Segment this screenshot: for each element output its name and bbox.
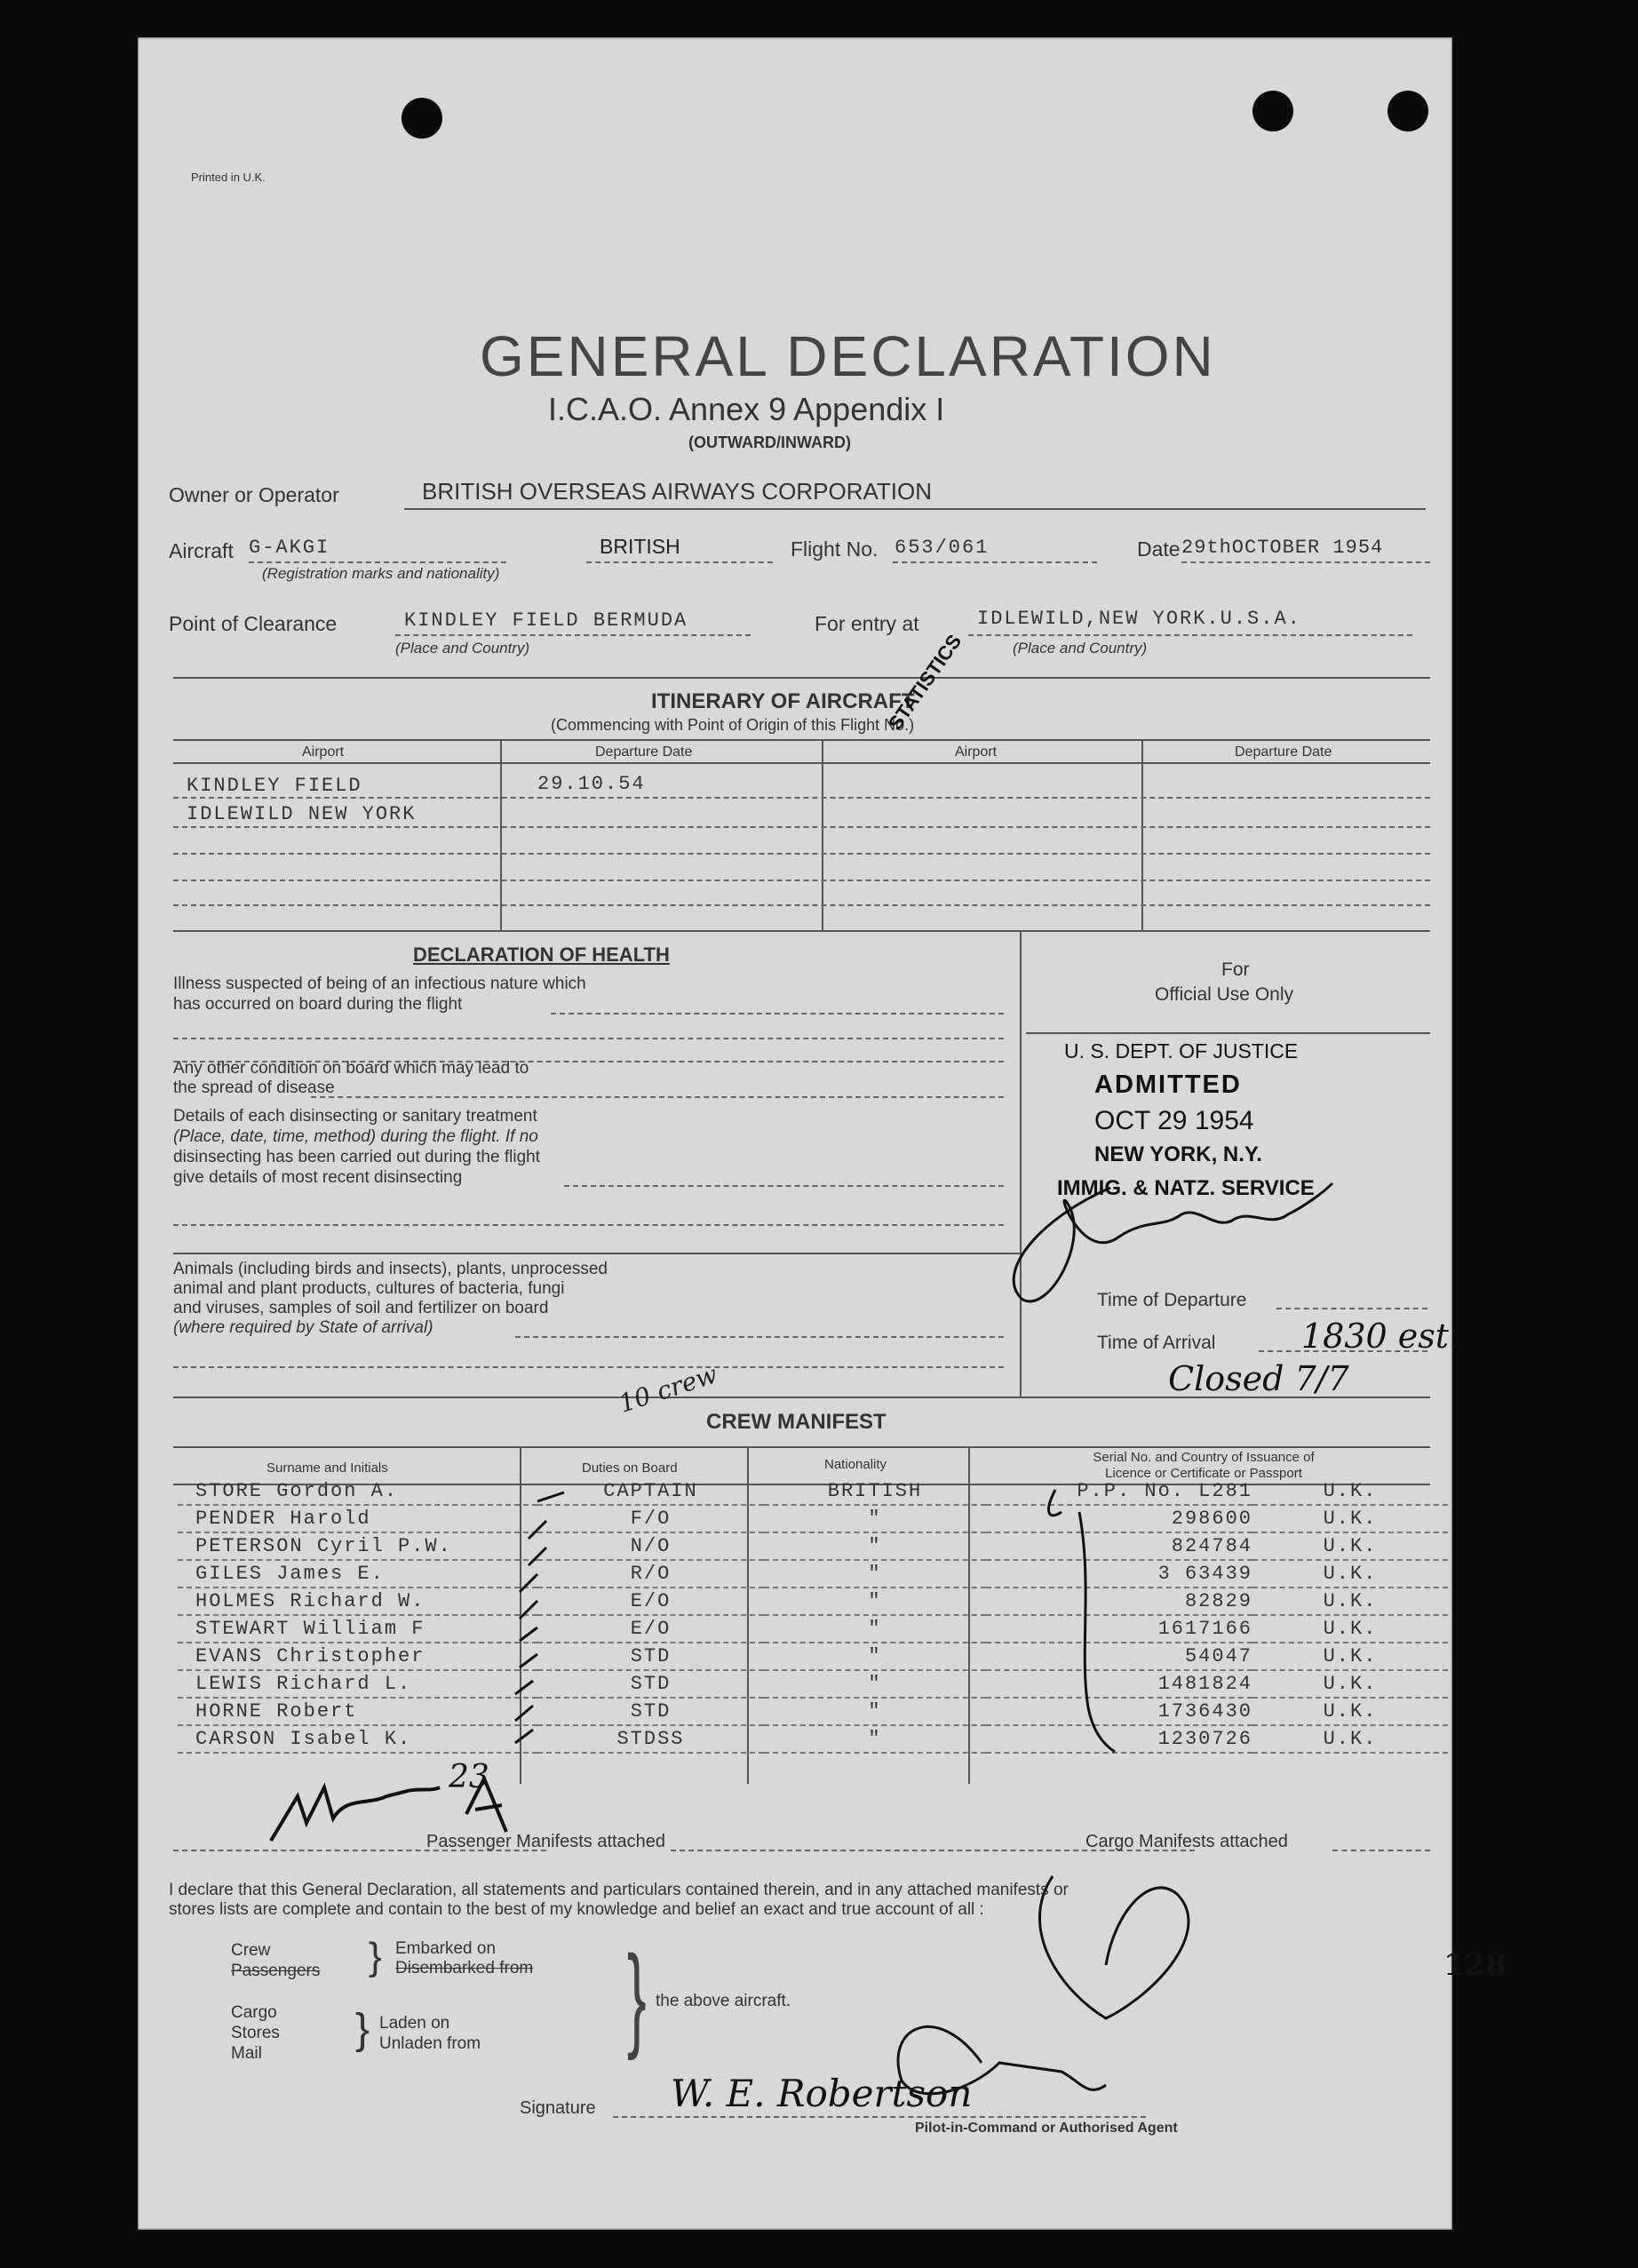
declaration-unladen-label: Unladen from xyxy=(379,2034,481,2053)
declaration-passengers-label: Passengers xyxy=(231,1962,321,1980)
cargo-manifest-label: Cargo Manifests attached xyxy=(1085,1832,1288,1851)
flight-number: 653/061 xyxy=(895,537,990,559)
aircraft-nationality: BRITISH xyxy=(600,535,680,558)
crew-duty: STD xyxy=(537,1698,764,1725)
declaration-stores-label: Stores xyxy=(231,2024,280,2042)
statistics-stamp: STATISTICS xyxy=(884,630,966,735)
arrival-time-label: Time of Arrival xyxy=(1097,1333,1216,1353)
crew-serial: 1481824 xyxy=(986,1670,1252,1698)
immigration-stamp-admitted: ADMITTED xyxy=(1094,1070,1242,1099)
crew-nationality: " xyxy=(764,1725,986,1753)
signature-label: Signature xyxy=(520,2098,596,2118)
crew-country: U.K. xyxy=(1252,1670,1448,1698)
health-q1-line2: has occurred on board during the flight xyxy=(173,995,463,1014)
health-q4-line4: (where required by State of arrival) xyxy=(173,1318,433,1337)
itinerary-header-airport-2: Airport xyxy=(955,744,998,760)
health-q3-line2: (Place, date, time, method) during the flight. If no xyxy=(173,1127,538,1146)
declaration-laden-label: Laden on xyxy=(379,2014,450,2033)
crew-name: GILES James E. xyxy=(178,1560,537,1588)
punch-hole xyxy=(1388,91,1428,131)
flight-label: Flight No. xyxy=(791,537,879,561)
signature-value: W. E. Robertson xyxy=(671,2072,973,2115)
crew-nationality: " xyxy=(764,1505,986,1532)
crew-nationality: " xyxy=(764,1698,986,1725)
crew-serial: 54047 xyxy=(986,1643,1252,1670)
crew-duty: STD xyxy=(537,1643,764,1670)
closed-note: Closed 7/7 xyxy=(1168,1359,1349,1398)
crew-nationality: BRITISH xyxy=(764,1478,986,1505)
crew-serial: 1617166 xyxy=(986,1615,1252,1643)
declaration-aircraft-label: the above aircraft. xyxy=(656,1992,791,2010)
declaration-cargo-label: Cargo xyxy=(231,2003,277,2022)
official-initials-signature xyxy=(986,1166,1341,1308)
itinerary-header-date-2: Departure Date xyxy=(1235,744,1332,760)
crew-duty: E/O xyxy=(537,1588,764,1615)
declaration-form xyxy=(138,37,1507,2230)
crew-nationality: " xyxy=(764,1532,986,1560)
clearance-label: Point of Clearance xyxy=(169,612,338,635)
entry-value: IDLEWILD,NEW YORK.U.S.A. xyxy=(977,608,1301,630)
entry-hint: (Place and Country) xyxy=(1013,640,1148,657)
form-title: GENERAL DECLARATION xyxy=(480,324,1216,388)
aircraft-registration: G-AKGI xyxy=(249,537,330,559)
crew-handwritten-note: 10 crew xyxy=(615,1359,721,1419)
crew-country: U.K. xyxy=(1252,1643,1448,1670)
aircraft-label: Aircraft xyxy=(169,539,234,562)
declaration-line-2: stores lists are complete and contain to the best of my knowledge and belief an exact and true account of all : xyxy=(169,1900,984,1919)
crew-name: HORNE Robert xyxy=(178,1698,537,1725)
crew-duty: E/O xyxy=(537,1615,764,1643)
clearance-hint: (Place and Country) xyxy=(395,640,530,657)
crew-nationality: " xyxy=(764,1670,986,1698)
crew-country: U.K. xyxy=(1252,1560,1448,1588)
immigration-stamp-service: IMMIG. & NATZ. SERVICE xyxy=(1057,1176,1315,1200)
crew-name: STORE Gordon A. xyxy=(178,1478,537,1505)
departure-time-label: Time of Departure xyxy=(1097,1290,1247,1310)
crew-name: CARSON Isabel K. xyxy=(178,1725,537,1753)
brace-icon: } xyxy=(355,2006,370,2053)
arrival-time-value: 1830 est. xyxy=(1301,1317,1460,1356)
health-q4-line3: and viruses, samples of soil and fertilizer on board xyxy=(173,1299,549,1317)
crew-nationality: " xyxy=(764,1615,986,1643)
official-title-1: For xyxy=(1221,959,1250,980)
crew-serial: 824784 xyxy=(986,1532,1252,1560)
crew-country: U.K. xyxy=(1252,1478,1448,1505)
crew-duty: N/O xyxy=(537,1532,764,1560)
crew-name: LEWIS Richard L. xyxy=(178,1670,537,1698)
crew-title: CREW MANIFEST xyxy=(706,1410,887,1434)
crew-serial: 3 63439 xyxy=(986,1560,1252,1588)
crew-name: EVANS Christopher xyxy=(178,1643,537,1670)
brace-icon: } xyxy=(369,1935,382,1978)
health-q3-line4: give details of most recent disinsecting xyxy=(173,1168,463,1187)
crew-nationality: " xyxy=(764,1560,986,1588)
crew-header-name: Surname and Initials xyxy=(266,1460,388,1476)
crew-nationality: " xyxy=(764,1588,986,1615)
page-number: 128 xyxy=(1443,1947,1507,1983)
punch-hole xyxy=(1252,91,1293,131)
signature-scribble xyxy=(795,1858,1239,2125)
crew-duty: F/O xyxy=(537,1505,764,1532)
crew-country: U.K. xyxy=(1252,1615,1448,1643)
immigration-stamp-city: NEW YORK, N.Y. xyxy=(1094,1142,1262,1166)
health-q3-line3: disinsecting has been carried out during the flight xyxy=(173,1148,540,1166)
brace-icon: } xyxy=(626,1931,647,2061)
itinerary-header-date: Departure Date xyxy=(595,744,693,760)
health-q4-line1: Animals (including birds and insects), plants, unprocessed xyxy=(173,1260,608,1278)
crew-country: U.K. xyxy=(1252,1588,1448,1615)
passenger-manifest-label: Passenger Manifests attached xyxy=(426,1832,666,1851)
itinerary-date-1: 29.10.54 xyxy=(537,773,646,795)
crew-duty: R/O xyxy=(537,1560,764,1588)
date-label: Date xyxy=(1137,537,1181,561)
signature-caption: Pilot-in-Command or Authorised Agent xyxy=(915,2121,1178,2136)
crew-duty: CAPTAIN xyxy=(537,1478,764,1505)
health-q3-line1: Details of each disinsecting or sanitary treatment xyxy=(173,1107,537,1126)
passenger-count: 23 xyxy=(449,1759,489,1795)
flight-date: 29thOCTOBER 1954 xyxy=(1181,537,1384,559)
crew-serial: P.P. No. L281 xyxy=(986,1478,1252,1505)
health-q2-line1: Any other condition on board which may lead to xyxy=(173,1059,529,1078)
crew-name: STEWART William F xyxy=(178,1615,537,1643)
crew-country: U.K. xyxy=(1252,1698,1448,1725)
crew-header-serial: Serial No. and Country of Issuance of Licence or Certificate or Passport xyxy=(1093,1450,1315,1481)
crew-duty: STDSS xyxy=(537,1725,764,1753)
crew-serial: 1736430 xyxy=(986,1698,1252,1725)
itinerary-header-airport: Airport xyxy=(302,744,345,760)
clearance-value: KINDLEY FIELD BERMUDA xyxy=(404,609,688,632)
health-q4-line2: animal and plant products, cultures of bacteria, fungi xyxy=(173,1279,565,1298)
official-title-2: Official Use Only xyxy=(1155,984,1293,1005)
crew-country: U.K. xyxy=(1252,1532,1448,1560)
declaration-line-1: I declare that this General Declaration, all statements and particulars contained therein, and in any attached manifests or xyxy=(169,1881,1069,1899)
declaration-mail-label: Mail xyxy=(231,2044,262,2063)
immigration-stamp-dept: U. S. DEPT. OF JUSTICE xyxy=(1064,1039,1299,1062)
crew-header-duty: Duties on Board xyxy=(582,1460,678,1476)
immigration-stamp-date: OCT 29 1954 xyxy=(1094,1106,1254,1135)
declaration-disembarked-label: Disembarked from xyxy=(395,1959,534,1978)
itinerary-airport-2: IDLEWILD NEW YORK xyxy=(187,803,417,825)
registration-hint: (Registration marks and nationality) xyxy=(262,565,500,582)
owner-value: BRITISH OVERSEAS AIRWAYS CORPORATION xyxy=(422,478,933,505)
crew-serial: 82829 xyxy=(986,1588,1252,1615)
health-q1-line1: Illness suspected of being of an infectious nature which xyxy=(173,975,586,993)
form-subtitle: I.C.A.O. Annex 9 Appendix I xyxy=(548,391,945,427)
owner-underline xyxy=(404,508,1426,510)
health-title: DECLARATION OF HEALTH xyxy=(413,943,670,966)
form-direction: (OUTWARD/INWARD) xyxy=(688,434,851,451)
owner-label: Owner or Operator xyxy=(169,483,339,506)
crew-name: HOLMES Richard W. xyxy=(178,1588,537,1615)
itinerary-title: ITINERARY OF AIRCRAFT xyxy=(651,689,915,713)
itinerary-subtitle: (Commencing with Point of Origin of this Flight No.) xyxy=(551,716,915,734)
crew-duty: STD xyxy=(537,1670,764,1698)
printed-note: Printed in U.K. xyxy=(191,171,266,184)
crew-name: PENDER Harold xyxy=(178,1505,537,1532)
crew-header-nationality: Nationality xyxy=(824,1457,887,1472)
declaration-embarked-label: Embarked on xyxy=(395,1939,497,1958)
crew-name: PETERSON Cyril P.W. xyxy=(178,1532,537,1560)
health-q2-line2: the spread of disease xyxy=(173,1078,335,1097)
itinerary-airport-1: KINDLEY FIELD xyxy=(187,775,362,797)
crew-country: U.K. xyxy=(1252,1725,1448,1753)
crew-serial: 1230726 xyxy=(986,1725,1252,1753)
declaration-crew-label: Crew xyxy=(231,1941,271,1960)
crew-checkmarks xyxy=(511,1476,1399,1770)
crew-serial: 298600 xyxy=(986,1505,1252,1532)
crew-nationality: " xyxy=(764,1643,986,1670)
crew-country: U.K. xyxy=(1252,1505,1448,1532)
punch-hole xyxy=(402,98,442,139)
entry-label: For entry at xyxy=(815,612,919,635)
